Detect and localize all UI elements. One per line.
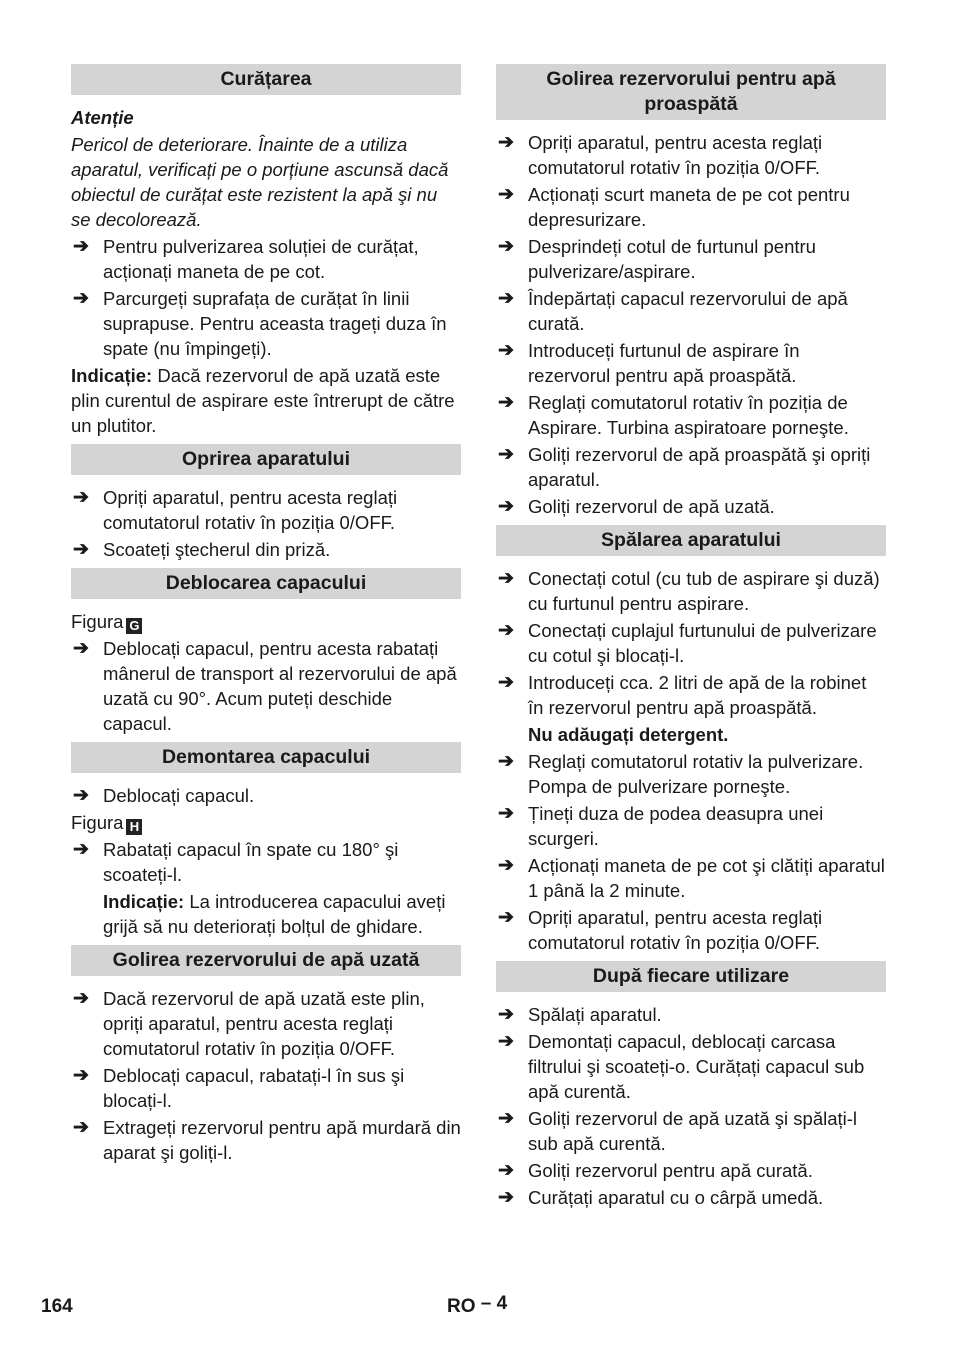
figure-badge: H [126, 819, 142, 835]
section-heading: Oprirea aparatului [71, 444, 461, 475]
arrow-right-icon: ➔ [498, 444, 514, 465]
list-item: ➔ Deblocați capacul. [73, 785, 255, 806]
arrow-right-icon: ➔ [498, 288, 514, 309]
list-item: ➔ Demontați capacul, deblocați carcasa filtrului şi scoateți-o. Curățați capacul sub apă curentă. [498, 1031, 865, 1102]
list-item: ➔ Introduceți furtunul de aspirare în rezervorul pentru apă proaspătă. [498, 340, 800, 386]
list-item: ➔ Scoateți ştecherul din priză. [73, 539, 331, 560]
section-golirea-proaspata [496, 64, 886, 519]
list-item: ➔ Opriți aparatul, pentru acesta reglați comutatorul rotativ în poziția 0/OFF. [73, 487, 398, 533]
arrow-right-icon: ➔ [73, 539, 89, 560]
warning-label: Atenție [71, 107, 134, 128]
page-number: 164 [41, 1296, 73, 1317]
list-item: ➔ Rabatați capacul în spate cu 180° şi scoateți-l. [73, 839, 399, 885]
list-item: ➔ Goliți rezervorul de apă proaspătă şi opriți aparatul. [498, 444, 871, 490]
arrow-right-icon: ➔ [498, 132, 514, 153]
arrow-right-icon: ➔ [498, 1004, 514, 1025]
list-item: ➔ Țineți duza de podea deasupra unei scurgeri. [498, 803, 824, 849]
figure-reference: Figura H [71, 810, 461, 835]
arrow-right-icon: ➔ [73, 785, 89, 806]
arrow-right-icon: ➔ [498, 568, 514, 589]
list-item: ➔ Deblocați capacul, pentru acesta rabatați mânerul de transport al rezervorului de apă uzată cu 90°. Acum puteți deschide capacul. [73, 638, 457, 734]
arrow-right-icon: ➔ [73, 1065, 89, 1086]
section-heading: După fiecare utilizare [496, 961, 886, 992]
list-item: ➔ Reglați comutatorul rotativ la pulverizare. Pompa de pulverizare porneşte. [498, 751, 864, 797]
list-item: ➔ Pentru pulverizarea soluției de curățat, acționați maneta de pe cot. [73, 236, 419, 282]
list-item: ➔ Reglați comutatorul rotativ în poziția de Aspirare. Turbina aspiratoare porneşte. [498, 392, 849, 438]
list-item: ➔ Goliți rezervorul de apă uzată şi spălați-l sub apă curentă. [498, 1108, 858, 1154]
arrow-right-icon: ➔ [498, 496, 514, 517]
note: Indicație: Dacă rezervorul de apă uzată este plin curentul de aspirare este întrerupt de către un plutitor. [71, 365, 455, 436]
section-heading: Curățarea [71, 64, 461, 95]
arrow-right-icon: ➔ [498, 392, 514, 413]
arrow-right-icon: ➔ [498, 236, 514, 257]
arrow-right-icon: ➔ [73, 288, 89, 309]
list-item: ➔ Opriți aparatul, pentru acesta reglați comutatorul rotativ în poziția 0/OFF. [498, 907, 823, 953]
arrow-right-icon: ➔ [498, 1108, 514, 1129]
arrow-right-icon: ➔ [498, 907, 514, 928]
arrow-right-icon: ➔ [498, 340, 514, 361]
section-heading: Demontarea capacului [71, 742, 461, 773]
list-item: ➔ Desprindeți cotul de furtunul pentru pulverizare/aspirare. [498, 236, 816, 282]
list-item: ➔ Deblocați capacul, rabatați-l în sus şi blocați-l. [73, 1065, 405, 1111]
list-item: ➔ Curățați aparatul cu o cârpă umedă. [498, 1187, 824, 1208]
arrow-right-icon: ➔ [498, 803, 514, 824]
page-footer-label: RO – 4 [447, 1293, 508, 1317]
section-curatarea [71, 64, 461, 438]
warning-text: Pericol de deteriorare. Înainte de a utiliza aparatul, verificați pe o porțiune ascunsă dacă obiectul de curățat este rezistent la apă şi nu se decolorează. [71, 134, 449, 230]
arrow-right-icon: ➔ [498, 1031, 514, 1052]
left-column [71, 64, 461, 1171]
section-dupa [496, 961, 886, 1210]
section-demontarea [71, 742, 461, 939]
arrow-right-icon: ➔ [498, 1187, 514, 1208]
list-item: ➔ Acționați maneta de pe cot şi clătiți aparatul 1 până la 2 minute. [498, 855, 885, 901]
section-spalarea [496, 525, 886, 955]
arrow-right-icon: ➔ [73, 1117, 89, 1138]
arrow-right-icon: ➔ [73, 638, 89, 659]
arrow-right-icon: ➔ [498, 620, 514, 641]
list-item: ➔ Spălați aparatul. [498, 1004, 662, 1025]
arrow-right-icon: ➔ [73, 487, 89, 508]
list-item: ➔ Introduceți cca. 2 litri de apă de la robinet în rezervorul pentru apă proaspătă. [498, 672, 867, 718]
list-item: ➔ Îndepărtați capacul rezervorului de apă curată. [498, 288, 848, 334]
list-item: ➔ Goliți rezervorul de apă uzată. [498, 496, 775, 517]
arrow-right-icon: ➔ [498, 1160, 514, 1181]
list-item: ➔ Conectați cuplajul furtunului de pulverizare cu cotul şi blocați-l. [498, 620, 877, 666]
arrow-right-icon: ➔ [498, 751, 514, 772]
section-heading: Golirea rezervorului pentru apă proaspătă [496, 64, 886, 120]
arrow-right-icon: ➔ [498, 855, 514, 876]
arrow-right-icon: ➔ [498, 672, 514, 693]
figure-reference: Figura G [71, 609, 461, 634]
section-heading: Deblocarea capacului [71, 568, 461, 599]
section-golirea-uzata [71, 945, 461, 1165]
section-deblocarea [71, 568, 461, 736]
list-item: ➔ Extrageți rezervorul pentru apă murdară din aparat şi goliți-l. [73, 1117, 461, 1163]
note: Nu adăugați detergent. [528, 724, 729, 745]
section-heading: Golirea rezervorului de apă uzată [71, 945, 461, 976]
section-oprirea [71, 444, 461, 562]
right-column [496, 64, 886, 1216]
figure-badge: G [126, 618, 142, 634]
arrow-right-icon: ➔ [73, 839, 89, 860]
list-item: ➔ Acționați scurt maneta de pe cot pentru depresurizare. [498, 184, 850, 230]
list-item: ➔ Dacă rezervorul de apă uzată este plin, opriți aparatul, pentru acesta reglați comutatorul rotativ în poziția 0/OFF. [73, 988, 425, 1059]
list-item: ➔ Goliți rezervorul pentru apă curată. [498, 1160, 813, 1181]
arrow-right-icon: ➔ [73, 236, 89, 257]
list-item: ➔ Opriți aparatul, pentru acesta reglați comutatorul rotativ în poziția 0/OFF. [498, 132, 823, 178]
section-heading: Spălarea aparatului [496, 525, 886, 556]
list-item: ➔ Conectați cotul (cu tub de aspirare şi duză) cu furtunul pentru aspirare. [498, 568, 880, 614]
arrow-right-icon: ➔ [73, 988, 89, 1009]
arrow-right-icon: ➔ [498, 184, 514, 205]
list-item: ➔ Parcurgeți suprafața de curățat în linii suprapuse. Pentru aceasta trageți duza în spate (nu împingeți). [73, 288, 447, 359]
note: Indicație: La introducerea capacului aveți grijă să nu deteriorați bolțul de ghidare. [103, 891, 446, 937]
